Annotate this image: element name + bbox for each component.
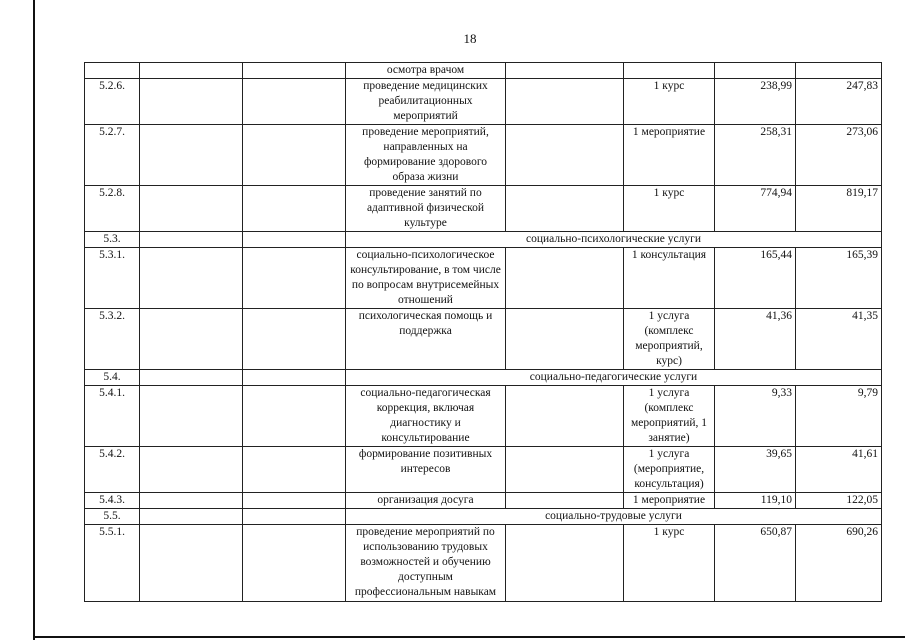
price-value-1: 119,10 (715, 493, 796, 509)
row-number: 5.2.8. (85, 186, 140, 232)
price-value-1: 258,31 (715, 125, 796, 186)
empty-cell (506, 386, 624, 447)
unit-of-service: 1 курс (624, 525, 715, 602)
price-value-2: 247,83 (796, 79, 882, 125)
price-value-1: 39,65 (715, 447, 796, 493)
row-number (85, 63, 140, 79)
unit-of-service: 1 курс (624, 186, 715, 232)
table-row (85, 248, 882, 309)
price-value-2: 819,17 (796, 186, 882, 232)
table-row (85, 79, 882, 125)
row-number: 5.4.3. (85, 493, 140, 509)
empty-cell (243, 509, 346, 525)
empty-cell (243, 186, 346, 232)
service-name: осмотра врачом (346, 63, 506, 79)
price-value-1: 41,36 (715, 309, 796, 370)
service-name: социально-психологическое консультирование, в том числе по вопросам внутрисемейных отношений (346, 248, 506, 309)
empty-cell (506, 186, 624, 232)
service-name: социально-педагогическая коррекция, включая диагностику и консультирование (346, 386, 506, 447)
empty-cell (140, 125, 243, 186)
price-value-1: 650,87 (715, 525, 796, 602)
row-number: 5.5.1. (85, 525, 140, 602)
empty-cell (506, 248, 624, 309)
price-value-2: 41,61 (796, 447, 882, 493)
price-value-2: 9,79 (796, 386, 882, 447)
price-value-1: 9,33 (715, 386, 796, 447)
empty-cell (243, 63, 346, 79)
empty-cell (243, 493, 346, 509)
unit-of-service: 1 услуга (комплекс мероприятий, 1 занятие) (624, 386, 715, 447)
empty-cell (140, 386, 243, 447)
page-bottom-border (33, 636, 905, 638)
price-value-2: 122,05 (796, 493, 882, 509)
table-row (85, 386, 882, 447)
unit-of-service: 1 услуга (мероприятие, консультация) (624, 447, 715, 493)
empty-cell (140, 509, 243, 525)
price-value-2: 690,26 (796, 525, 882, 602)
empty-cell (506, 63, 624, 79)
row-number: 5.4.1. (85, 386, 140, 447)
service-name: организация досуга (346, 493, 506, 509)
service-name: формирование позитивных интересов (346, 447, 506, 493)
section-row (85, 509, 882, 525)
empty-cell (140, 63, 243, 79)
page-left-border (33, 0, 35, 640)
page-number: 18 (463, 31, 477, 46)
service-name: психологическая помощь и поддержка (346, 309, 506, 370)
empty-cell (140, 525, 243, 602)
empty-cell (140, 248, 243, 309)
tariff-table (84, 62, 882, 602)
empty-cell (506, 79, 624, 125)
empty-cell (506, 447, 624, 493)
table-row (85, 525, 882, 602)
empty-cell (140, 493, 243, 509)
row-number: 5.2.7. (85, 125, 140, 186)
section-title: социально-трудовые услуги (346, 509, 882, 525)
empty-cell (506, 309, 624, 370)
empty-cell (243, 370, 346, 386)
empty-cell (140, 309, 243, 370)
empty-cell (243, 232, 346, 248)
unit-of-service (624, 63, 715, 79)
unit-of-service: 1 мероприятие (624, 125, 715, 186)
empty-cell (140, 79, 243, 125)
row-number: 5.4.2. (85, 447, 140, 493)
section-row (85, 232, 882, 248)
price-value-1: 238,99 (715, 79, 796, 125)
table-row (85, 493, 882, 509)
section-title: социально-психологические услуги (346, 232, 882, 248)
row-number: 5.5. (85, 509, 140, 525)
row-number: 5.3. (85, 232, 140, 248)
empty-cell (140, 186, 243, 232)
service-name: проведение медицинских реабилитационных мероприятий (346, 79, 506, 125)
table-row (85, 186, 882, 232)
empty-cell (506, 125, 624, 186)
table-row (85, 63, 882, 79)
service-name: проведение занятий по адаптивной физической культуре (346, 186, 506, 232)
empty-cell (243, 79, 346, 125)
price-value-2: 165,39 (796, 248, 882, 309)
price-value-1 (715, 63, 796, 79)
price-value-2 (796, 63, 882, 79)
unit-of-service: 1 консультация (624, 248, 715, 309)
empty-cell (243, 447, 346, 493)
empty-cell (243, 125, 346, 186)
service-name: проведение мероприятий по использованию трудовых возможностей и обучению доступным профессиональным навыкам (346, 525, 506, 602)
service-name: проведение мероприятий, направленных на формирование здорового образа жизни (346, 125, 506, 186)
table-body (85, 63, 882, 602)
row-number: 5.3.2. (85, 309, 140, 370)
section-title: социально-педагогические услуги (346, 370, 882, 386)
empty-cell (243, 309, 346, 370)
price-value-2: 41,35 (796, 309, 882, 370)
empty-cell (243, 248, 346, 309)
table-row (85, 125, 882, 186)
table-row (85, 309, 882, 370)
empty-cell (506, 493, 624, 509)
row-number: 5.4. (85, 370, 140, 386)
unit-of-service: 1 мероприятие (624, 493, 715, 509)
unit-of-service: 1 услуга (комплекс мероприятий, курс) (624, 309, 715, 370)
table-row (85, 447, 882, 493)
price-value-1: 774,94 (715, 186, 796, 232)
price-value-2: 273,06 (796, 125, 882, 186)
empty-cell (140, 232, 243, 248)
price-value-1: 165,44 (715, 248, 796, 309)
row-number: 5.3.1. (85, 248, 140, 309)
empty-cell (140, 447, 243, 493)
empty-cell (243, 386, 346, 447)
section-row (85, 370, 882, 386)
row-number: 5.2.6. (85, 79, 140, 125)
empty-cell (506, 525, 624, 602)
unit-of-service: 1 курс (624, 79, 715, 125)
empty-cell (243, 525, 346, 602)
empty-cell (140, 370, 243, 386)
